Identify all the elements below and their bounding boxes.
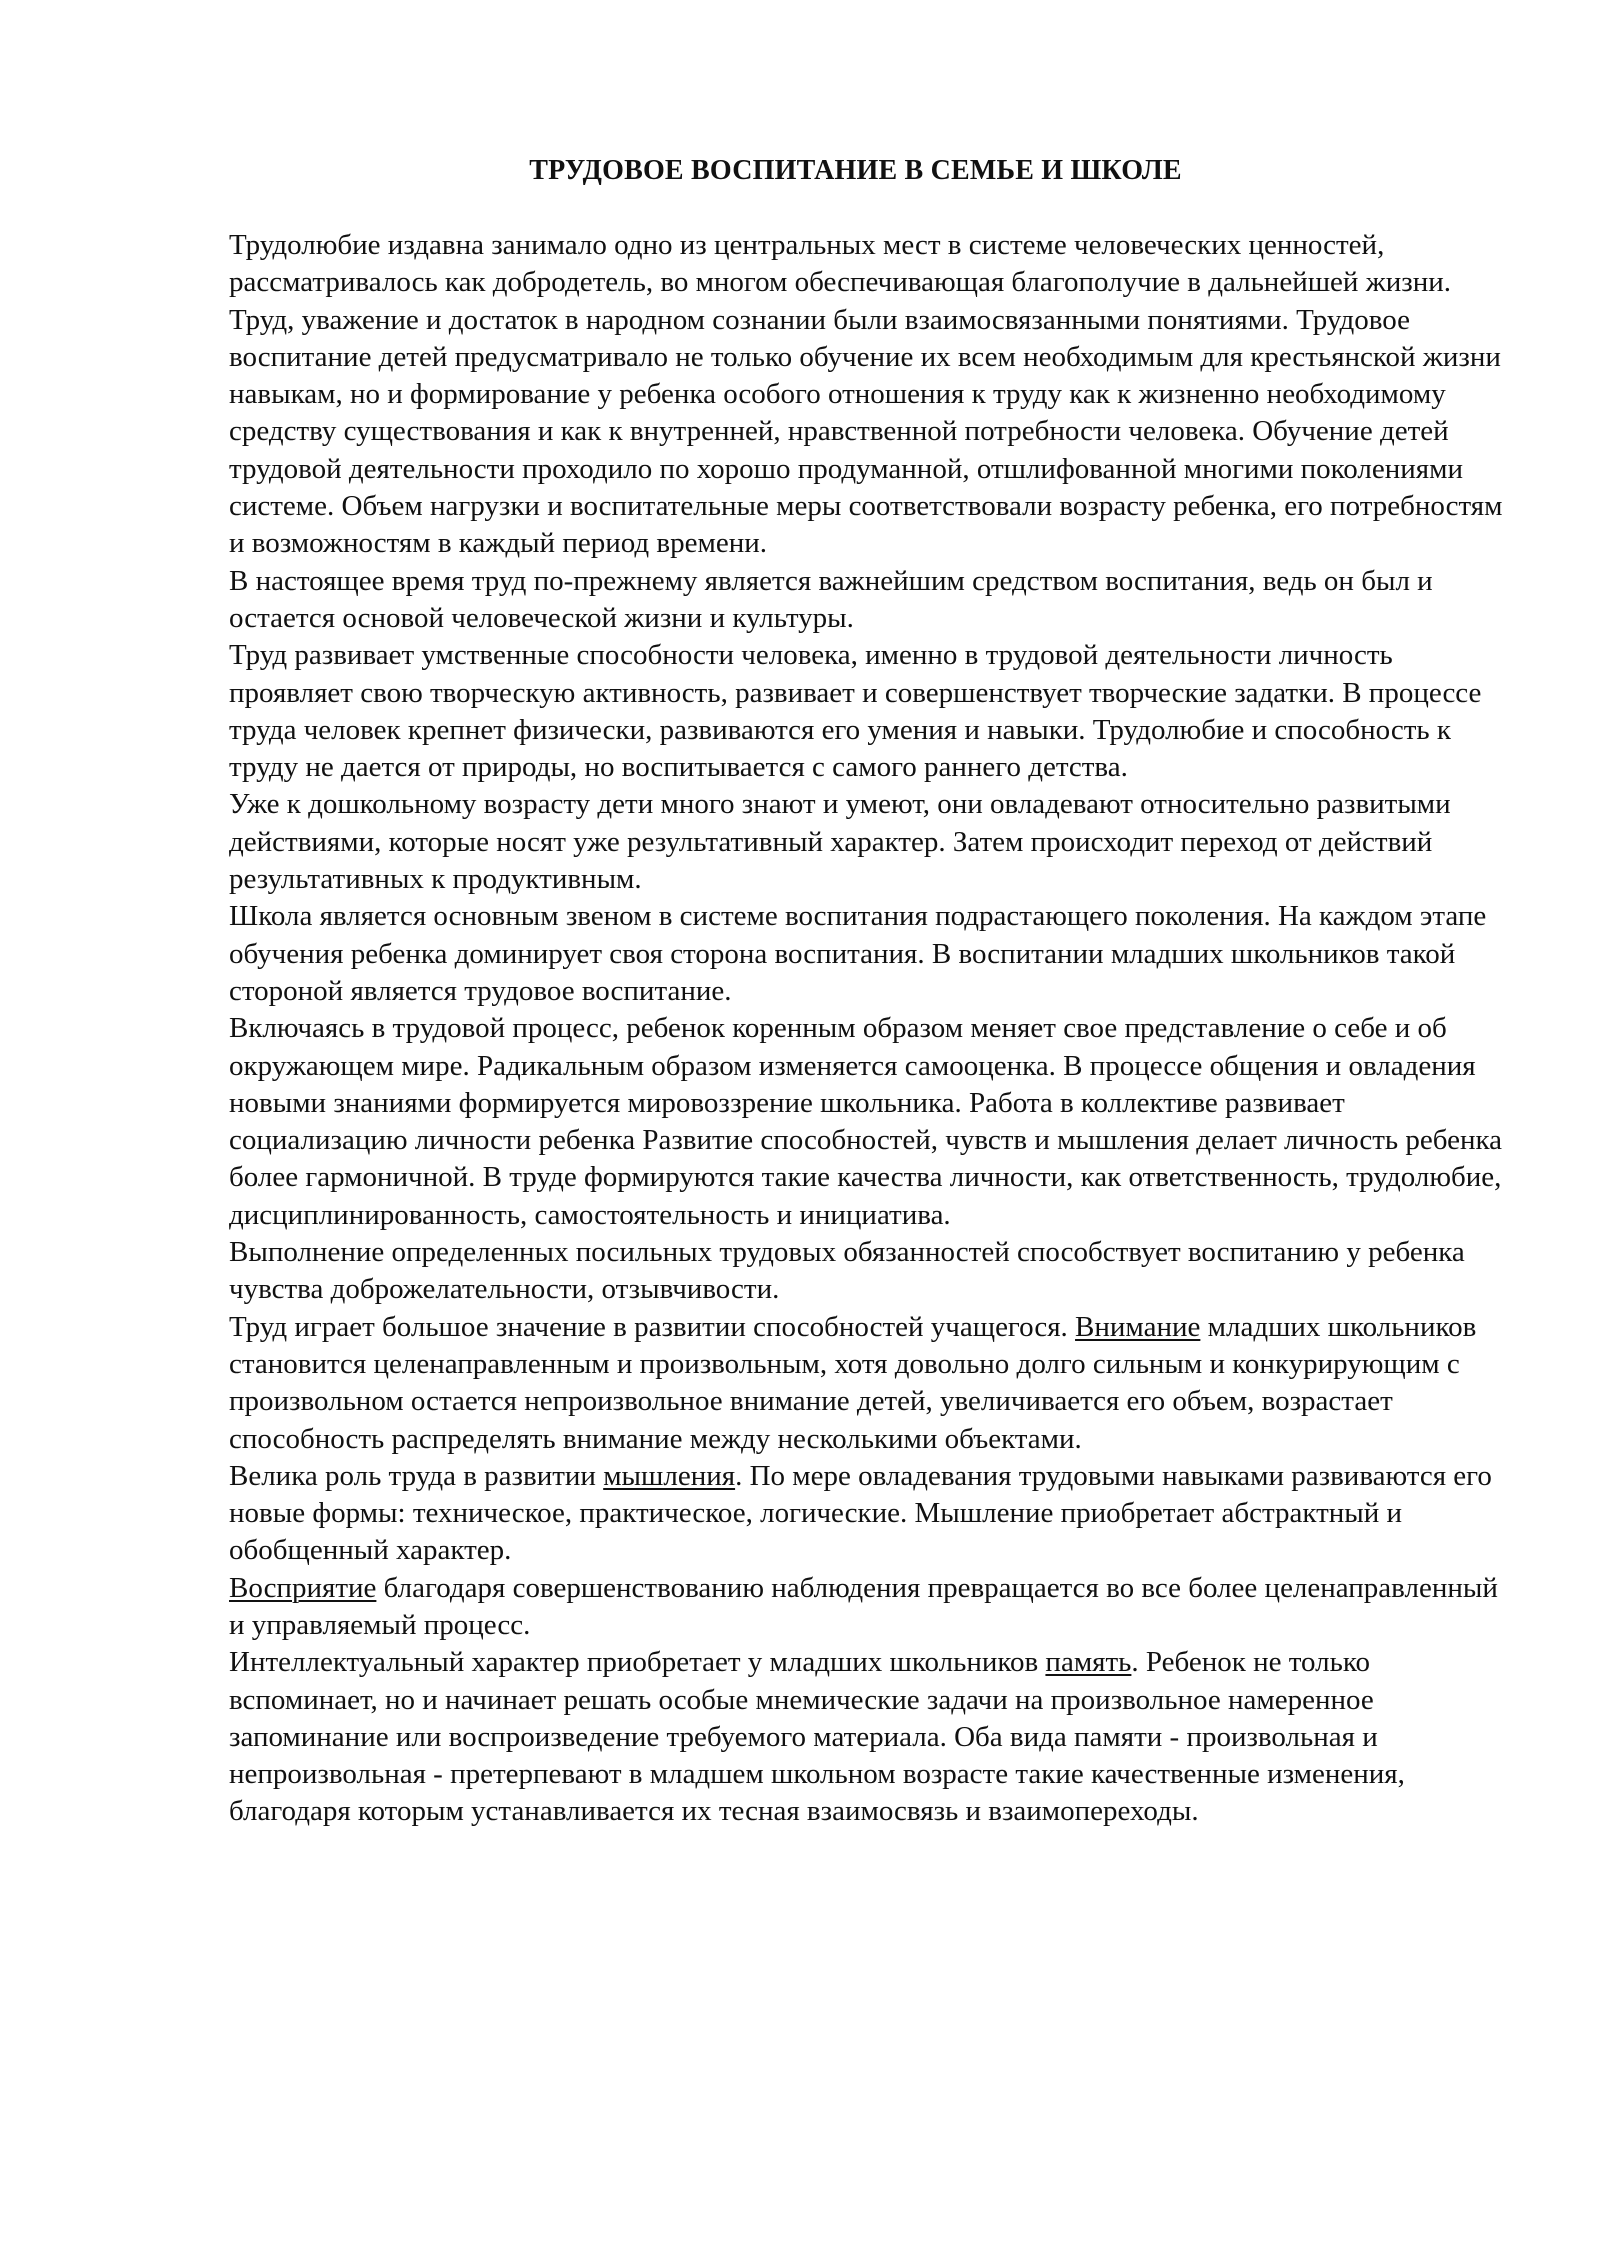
link-perception[interactable]: Восприятие — [229, 1571, 377, 1604]
paragraph-8-text-after: младших школьников становится целенаправленным и произвольным, хотя довольно долго сильным и конкурирующим с произвольном остается непроизвольное внимание детей, увеличивается его объем, возрастает способность распределять внимание между несколькими объектами. — [229, 1310, 1477, 1455]
paragraph-8-text-before: Труд играет большое значение в развитии способностей учащегося. — [229, 1310, 1076, 1343]
paragraph-9-text-before: Велика роль труда в развитии — [229, 1459, 604, 1492]
paragraph-9-text-after: . По мере овладевания трудовыми навыками развиваются его новые формы: техническое, практическое, логические. Мышление приобретает абстрактный и обобщенный характер. — [229, 1459, 1492, 1567]
paragraph-11-text-after: . Ребенок не только вспоминает, но и начинает решать особые мнемические задачи на произвольное намеренное запоминание или воспроизведение требуемого материала. Оба вида памяти - произвольная и непроизвольная - претерпевают в младшем школьном возрасте такие качественные изменения, благодаря которым устанавливается их тесная взаимосвязь и взаимопереходы. — [229, 1646, 1405, 1828]
paragraph-10 — [229, 1570, 1514, 1645]
document-body — [229, 227, 1514, 1831]
paragraph-8 — [229, 1309, 1514, 1458]
link-attention[interactable]: Внимание — [1075, 1310, 1201, 1343]
link-thinking[interactable]: мышления — [603, 1459, 736, 1492]
paragraph-9 — [229, 1458, 1514, 1570]
paragraph-5: Школа является основным звеном в системе воспитания подрастающего поколения. На каждом этапе обучения ребенка доминирует своя сторона воспитания. В воспитании младших школьников такой стороной является трудовое воспитание. — [229, 900, 1487, 1007]
document-title: ТРУДОВОЕ ВОСПИТАНИЕ В СЕМЬЕ И ШКОЛЕ — [529, 155, 1182, 186]
paragraph-3: Труд развивает умственные способности человека, именно в трудовой деятельности личность проявляет свою творческую активность, развивает и совершенствует творческие задатки. В процессе труда человек крепнет физически, развиваются его умения и навыки. Трудолюбие и способность к труду не дается от природы, но воспитывается с самого раннего детства. — [229, 639, 1482, 784]
paragraph-6: Включаясь в трудовой процесс, ребенок коренным образом меняет свое представление о себе и об окружающем мире. Радикальным образом изменяется самооценка. В процессе общения и овладения новыми знаниями формируется мировоззрение школьника. Работа в коллективе развивает социализацию личности ребенка Развитие способностей, чувств и мышления делает личность ребенка более гармоничной. В труде формируются такие качества личности, как ответственность, трудолюбие, дисциплинированность, самостоятельность и инициатива. — [229, 1012, 1503, 1231]
paragraph-10-text-after: благодаря совершенствованию наблюдения превращается во все более целенаправленный и управляемый процесс. — [229, 1571, 1498, 1641]
paragraph-7: Выполнение определенных посильных трудовых обязанностей способствует воспитанию у ребенка чувства доброжелательности, отзывчивости. — [229, 1236, 1465, 1306]
paragraph-11 — [229, 1644, 1514, 1830]
paragraph-1: Трудолюбие издавна занимало одно из центральных мест в системе человеческих ценностей, рассматривалось как добродетель, во многом обеспечивающая благополучие в дальнейшей жизни. Труд, уважение и достаток в народном сознании были взаимосвязанными понятиями. Трудовое воспитание детей предусматривало не только обучение их всем необходимым для крестьянской жизни навыкам, но и формирование у ребенка особого отношения к труду как к жизненно необходимому средству существования и как к внутренней, нравственной потребности человека. Обучение детей трудовой деятельности проходило по хорошо продуманной, отшлифованной многими поколениями системе. Объем нагрузки и воспитательные меры соответствовали возрасту ребенка, его потребностям и возможностям в каждый период времени. — [229, 229, 1503, 560]
paragraph-4: Уже к дошкольному возрасту дети много знают и умеют, они овладевают относительно развитыми действиями, которые носят уже результативный характер. Затем происходит переход от действий результативных к продуктивным. — [229, 788, 1451, 896]
paragraph-2: В настоящее время труд по-прежнему является важнейшим средством воспитания, ведь он был и остается основой человеческой жизни и культуры. — [229, 564, 1433, 634]
link-memory[interactable]: память — [1045, 1646, 1132, 1679]
paragraph-11-text-before: Интеллектуальный характер приобретает у младших школьников — [229, 1646, 1046, 1679]
